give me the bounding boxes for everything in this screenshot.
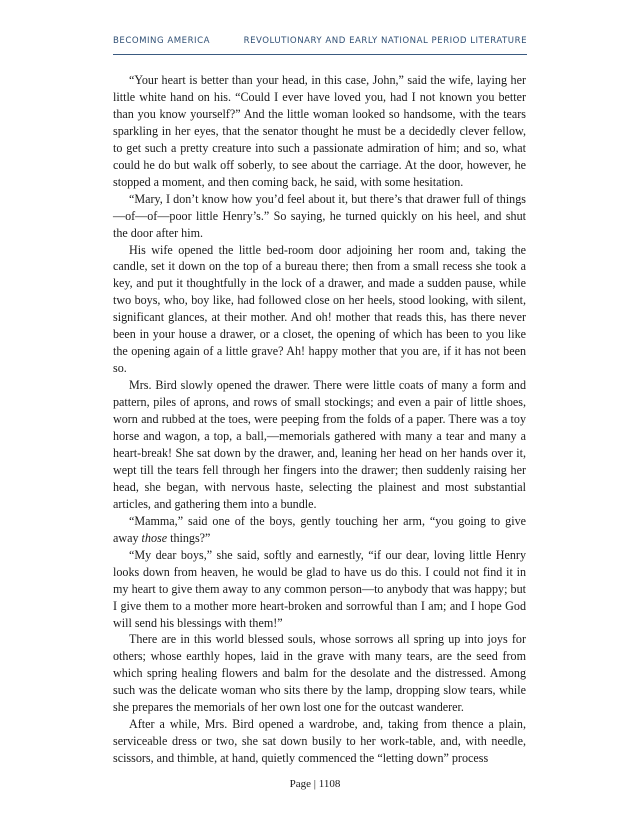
paragraph: After a while, Mrs. Bird opened a wardrobe, and, taking from thence a plain, serviceable dress or two, she sat down busily to her work-table, and, with needle, scissors, and thimble, at hand, quietly commenced the “letting down” process	[113, 717, 526, 766]
paragraph: There are in this world blessed souls, whose sorrows all spring up into joys for others; whose earthly hopes, laid in the grave with many tears, are the seed from which spring healing flowers and balm for the desolate and the distressed. Among such was the delicate woman who sits there by the lamp, dropping slow tears, while she prepares the memorials of her own lost one for the outcast wanderer.	[113, 632, 526, 715]
paragraph-text: “Mamma,” said one of the boys, gently touching her arm, “you going to give away	[113, 513, 526, 545]
emphasis-text: those	[141, 530, 168, 545]
paragraph: “Your heart is better than your head, in this case, John,” said the wife, laying her little white hand on his. “Could I ever have loved you, had I not known you better than you know yourself?” And the little woman looked so handsome, with the tears sparkling in her eyes, that the senator thought he must be a decidedly clever fellow, to get such a pretty creature into such a passionate admiration of him; and so, what could he do but walk off soberly, to see about the carriage. At the door, however, he stopped a moment, and then coming back, he said, with some hesitation.	[113, 73, 526, 189]
header-section-title: REVOLUTIONARY AND EARLY NATIONAL PERIOD LITERATURE	[243, 36, 527, 46]
paragraph: “Mary, I don’t know how you’d feel about it, but there’s that drawer full of things—of—of—poor little Henry’s.” So saying, he turned quickly on his heel, and shut the door after him.	[113, 191, 526, 240]
header-rule	[113, 54, 527, 55]
paragraph: “My dear boys,” she said, softly and earnestly, “if our dear, loving little Henry looks down from heaven, he would be glad to have us do this. I could not find it in my heart to give them away to any common person—to anybody that was happy; but I give them to a mother more heart-broken and sorrowful than I am; and I hope God will send his blessings with them!”	[113, 547, 526, 630]
page-body	[113, 72, 526, 767]
paragraph: Mrs. Bird slowly opened the drawer. There were little coats of many a form and pattern, piles of aprons, and rows of small stockings; and even a pair of little shoes, worn and rubbed at the toes, were peeping from the folds of a paper. There was a toy horse and wagon, a top, a ball,—memorials gathered with many a tear and many a heart-break! She sat down by the drawer, and, leaning her head on her hands over it, wept till the tears fell through her fingers into the drawer; then suddenly raising her head, she began, with nervous haste, selecting the plainest and most substantial articles, and gathering them into a bundle.	[113, 378, 526, 511]
running-header	[113, 36, 527, 46]
paragraph	[113, 513, 526, 547]
page-number: Page | 1108	[289, 778, 341, 790]
header-book-title: BECOMING AMERICA	[113, 36, 210, 46]
paragraph-text: things?”	[167, 530, 211, 545]
paragraph: His wife opened the little bed-room door adjoining her room and, taking the candle, set it down on the top of a bureau there; then from a small recess she took a key, and put it thoughtfully in the lock of a drawer, and made a sudden pause, while two boys, who, boy like, had followed close on her heels, stood looking, with silent, significant glances, at their mother. And oh! mother that reads this, has there never been in your house a drawer, or a closet, the opening of which has been to you like the opening again of a little grave? Ah! happy mother that you are, if it has not been so.	[113, 242, 526, 376]
